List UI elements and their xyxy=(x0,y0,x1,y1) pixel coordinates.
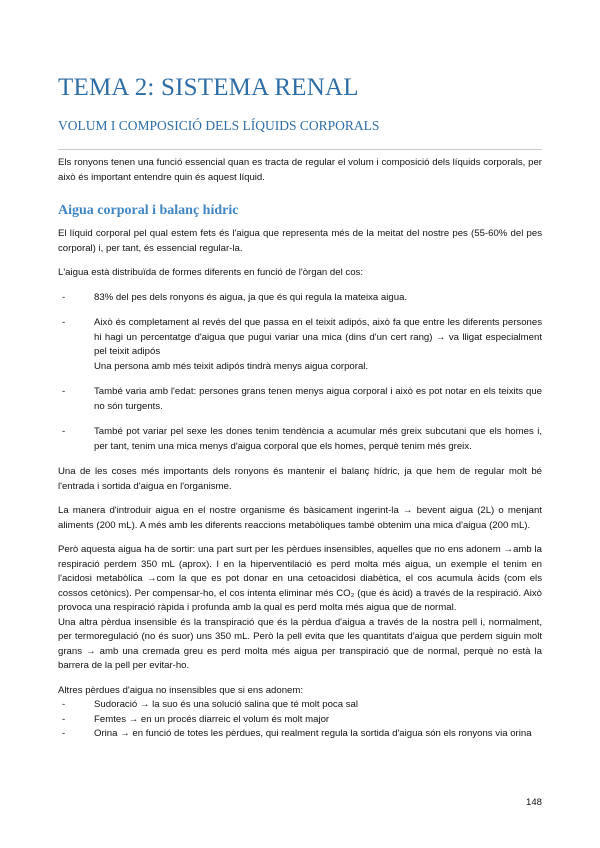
paragraph: Altres pèrdues d'aigua no insensibles que si ens adonem: xyxy=(58,684,304,696)
page-title: TEMA 2: SISTEMA RENAL xyxy=(58,74,359,101)
list-item: - Orina → en funció de totes les pèrdues, qui realment regula la sortida d'aigua són els ronyons via orina xyxy=(58,727,542,742)
document-body xyxy=(58,156,542,742)
list-item: - Sudoració → la suo és una solució salina que té molt poca sal xyxy=(58,698,542,713)
page-subtitle: VOLUM I COMPOSICIÓ DELS LÍQUIDS CORPORALS xyxy=(58,118,380,133)
list-item: - També pot variar pel sexe les dones tenim tendència a acumular més greix subcutani que els homes i, per tant, tenim una mica menys d'aigua corporal que els homes, perquè tenim més greix. xyxy=(58,425,542,454)
paragraph: Una de les coses més importants dels ronyons és mantenir el balanç hídric, ja que hem de regular molt bé l'entrada i sortida d'aigua en l'organisme. xyxy=(58,466,542,492)
paragraph: L'aigua està distribuïda de formes diferents en funció de l'òrgan del cos: xyxy=(58,267,363,278)
list-item: - També varia amb l'edat: persones grans tenen menys aigua corporal i això es pot notar en els teixits que no són turgents. xyxy=(58,385,542,414)
page-number: 148 xyxy=(526,797,543,808)
divider xyxy=(58,149,542,150)
paragraph: El líquid corporal pel qual estem fets és l'aigua que representa més de la meitat del nostre pes (55-60% del pes corporal) i, per tant, és essencial regular-la. xyxy=(58,228,542,254)
paragraph: La manera d'introduir aigua en el nostre organisme és bàsicament ingerint-la → bevent aigua (2L) o menjant aliments (200 mL). A més amb les diferents reaccions metabòliques també obtenim una mica d'aigua (200 mL). xyxy=(58,505,542,531)
list-item: - Això és completament al revés del que passa en el teixit adipós, això fa que entre les diferents persones hi hagi un percentatge d'aigua que pugui variar una mica (dins d'un cert rang) → va lligat especialment pel teixit adipós Una persona amb més teixit adipós tindrà menys aigua corporal. xyxy=(58,316,542,374)
list-item: - 83% del pes dels ronyons és aigua, ja que és qui regula la mateixa aigua. xyxy=(58,291,542,306)
list-item-note: Una persona amb més teixit adipós tindrà menys aigua corporal. xyxy=(94,360,369,372)
section-heading: Aigua corporal i balanç hídric xyxy=(58,203,239,218)
paragraph: Una altra pèrdua insensible és la transpiració que és la pèrdua d'aigua a través de la nostra pell i, normalment, per termoregulació (no és suor) uns 350 mL. Però la pell evita que les quantitats d'aigua que perdem siguin molt grans → amb una cremada greu es perd molta més aigua per transpiració que de normal, perquè no està la barrera de la pell per evitar-ho. xyxy=(58,616,542,671)
paragraph: Però aquesta aigua ha de sortir: una part surt per les pèrdues insensibles, aquelles que no ens adonem →amb la respiració perdem 350 mL (aprox). I en la hiperventilació es perd molta més aigua, un exemple el tenim en l'acidosi metabòlica →com la que es pot donar en una cetoacidosi diabètica, el cos acumula àcids (com els cossos cetònics). Per compensar-ho, el cos intenta eliminar més CO₂ (que és àcid) a través de la respiració. Això provoca una respiració ràpida i profunda amb la qual es perd molta més aigua que de normal. xyxy=(58,544,542,613)
list-item: - Femtes → en un procés diarreic el volum és molt major xyxy=(58,713,542,728)
intro-paragraph: Els ronyons tenen una funció essencial quan es tracta de regular el volum i composició dels líquids corporals, per això és important entendre quin és aquest líquid. xyxy=(58,157,542,183)
bullet-list xyxy=(58,291,542,455)
bullet-list xyxy=(58,698,542,742)
